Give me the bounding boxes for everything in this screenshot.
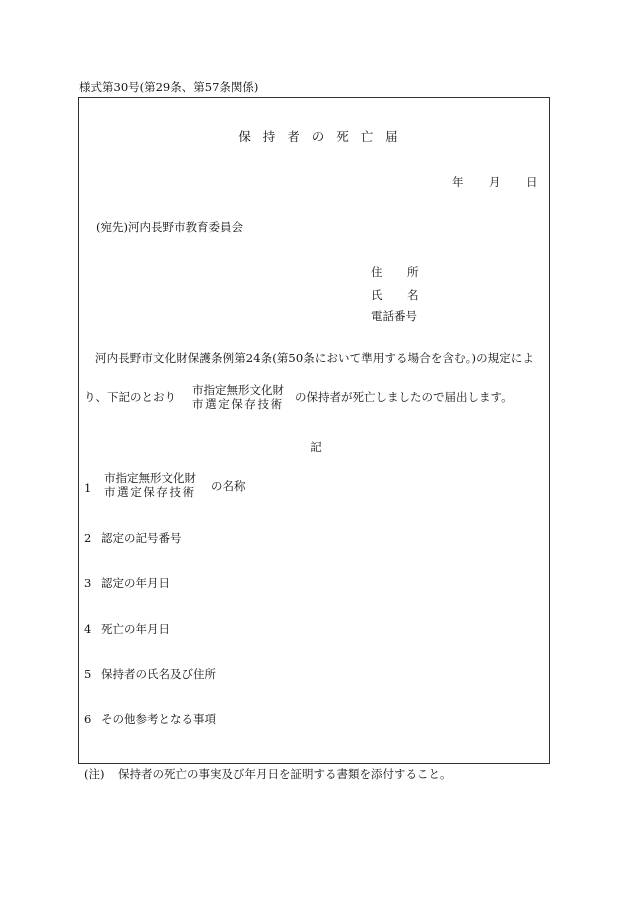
address-label-second: 所	[407, 265, 419, 279]
item-1-suffix: の名称	[211, 479, 246, 493]
body-line-1: 河内長野市文化財保護条例第24条(第50条において準用する場合を含む。)の規定によ	[95, 351, 535, 365]
item-4-label: 死亡の年月日	[101, 622, 170, 636]
form-title: 保 持 者 の 死 亡 届	[238, 129, 402, 144]
date-year-label: 年	[452, 175, 464, 189]
form-id: 様式第30号(第29条、第57条関係)	[79, 80, 259, 94]
item-6-number: 6	[84, 712, 92, 726]
body-designation-choice	[192, 383, 284, 412]
item-1-designation-choice	[104, 471, 196, 500]
date-month-label: 月	[489, 175, 501, 189]
item-5-number: 5	[84, 667, 92, 681]
item-3-label: 認定の年月日	[101, 576, 170, 590]
body-designation-top: 市指定無形文化財	[192, 383, 284, 397]
item-6-label: その他参考となる事項	[101, 712, 216, 726]
ki-heading: 記	[310, 440, 322, 454]
address-label-first: 住	[371, 265, 383, 279]
item-1-number: 1	[84, 481, 92, 495]
body-line-2-suffix: の保持者が死亡しましたので届出します。	[295, 390, 513, 404]
addressee: (宛先)河内長野市教育委員会	[96, 220, 243, 234]
item-5-label: 保持者の氏名及び住所	[101, 667, 216, 681]
phone-label: 電話番号	[371, 309, 417, 323]
note-label: (注)	[84, 767, 105, 781]
item-1-designation-top: 市指定無形文化財	[104, 471, 196, 485]
body-line-2-prefix: り、下記のとおり	[84, 390, 176, 404]
item-2-number: 2	[84, 531, 92, 545]
item-1-designation-bottom: 市選定保存技術	[104, 485, 196, 500]
note-text: 保持者の死亡の事実及び年月日を証明する書類を添付すること。	[118, 767, 452, 781]
name-label-first: 氏	[371, 288, 383, 302]
form-frame	[78, 97, 550, 764]
item-4-number: 4	[84, 622, 92, 636]
date-day-label: 日	[526, 175, 538, 189]
name-label-second: 名	[407, 288, 419, 302]
item-2-label: 認定の記号番号	[101, 531, 182, 545]
item-3-number: 3	[84, 576, 92, 590]
body-designation-bottom: 市選定保存技術	[192, 397, 284, 412]
